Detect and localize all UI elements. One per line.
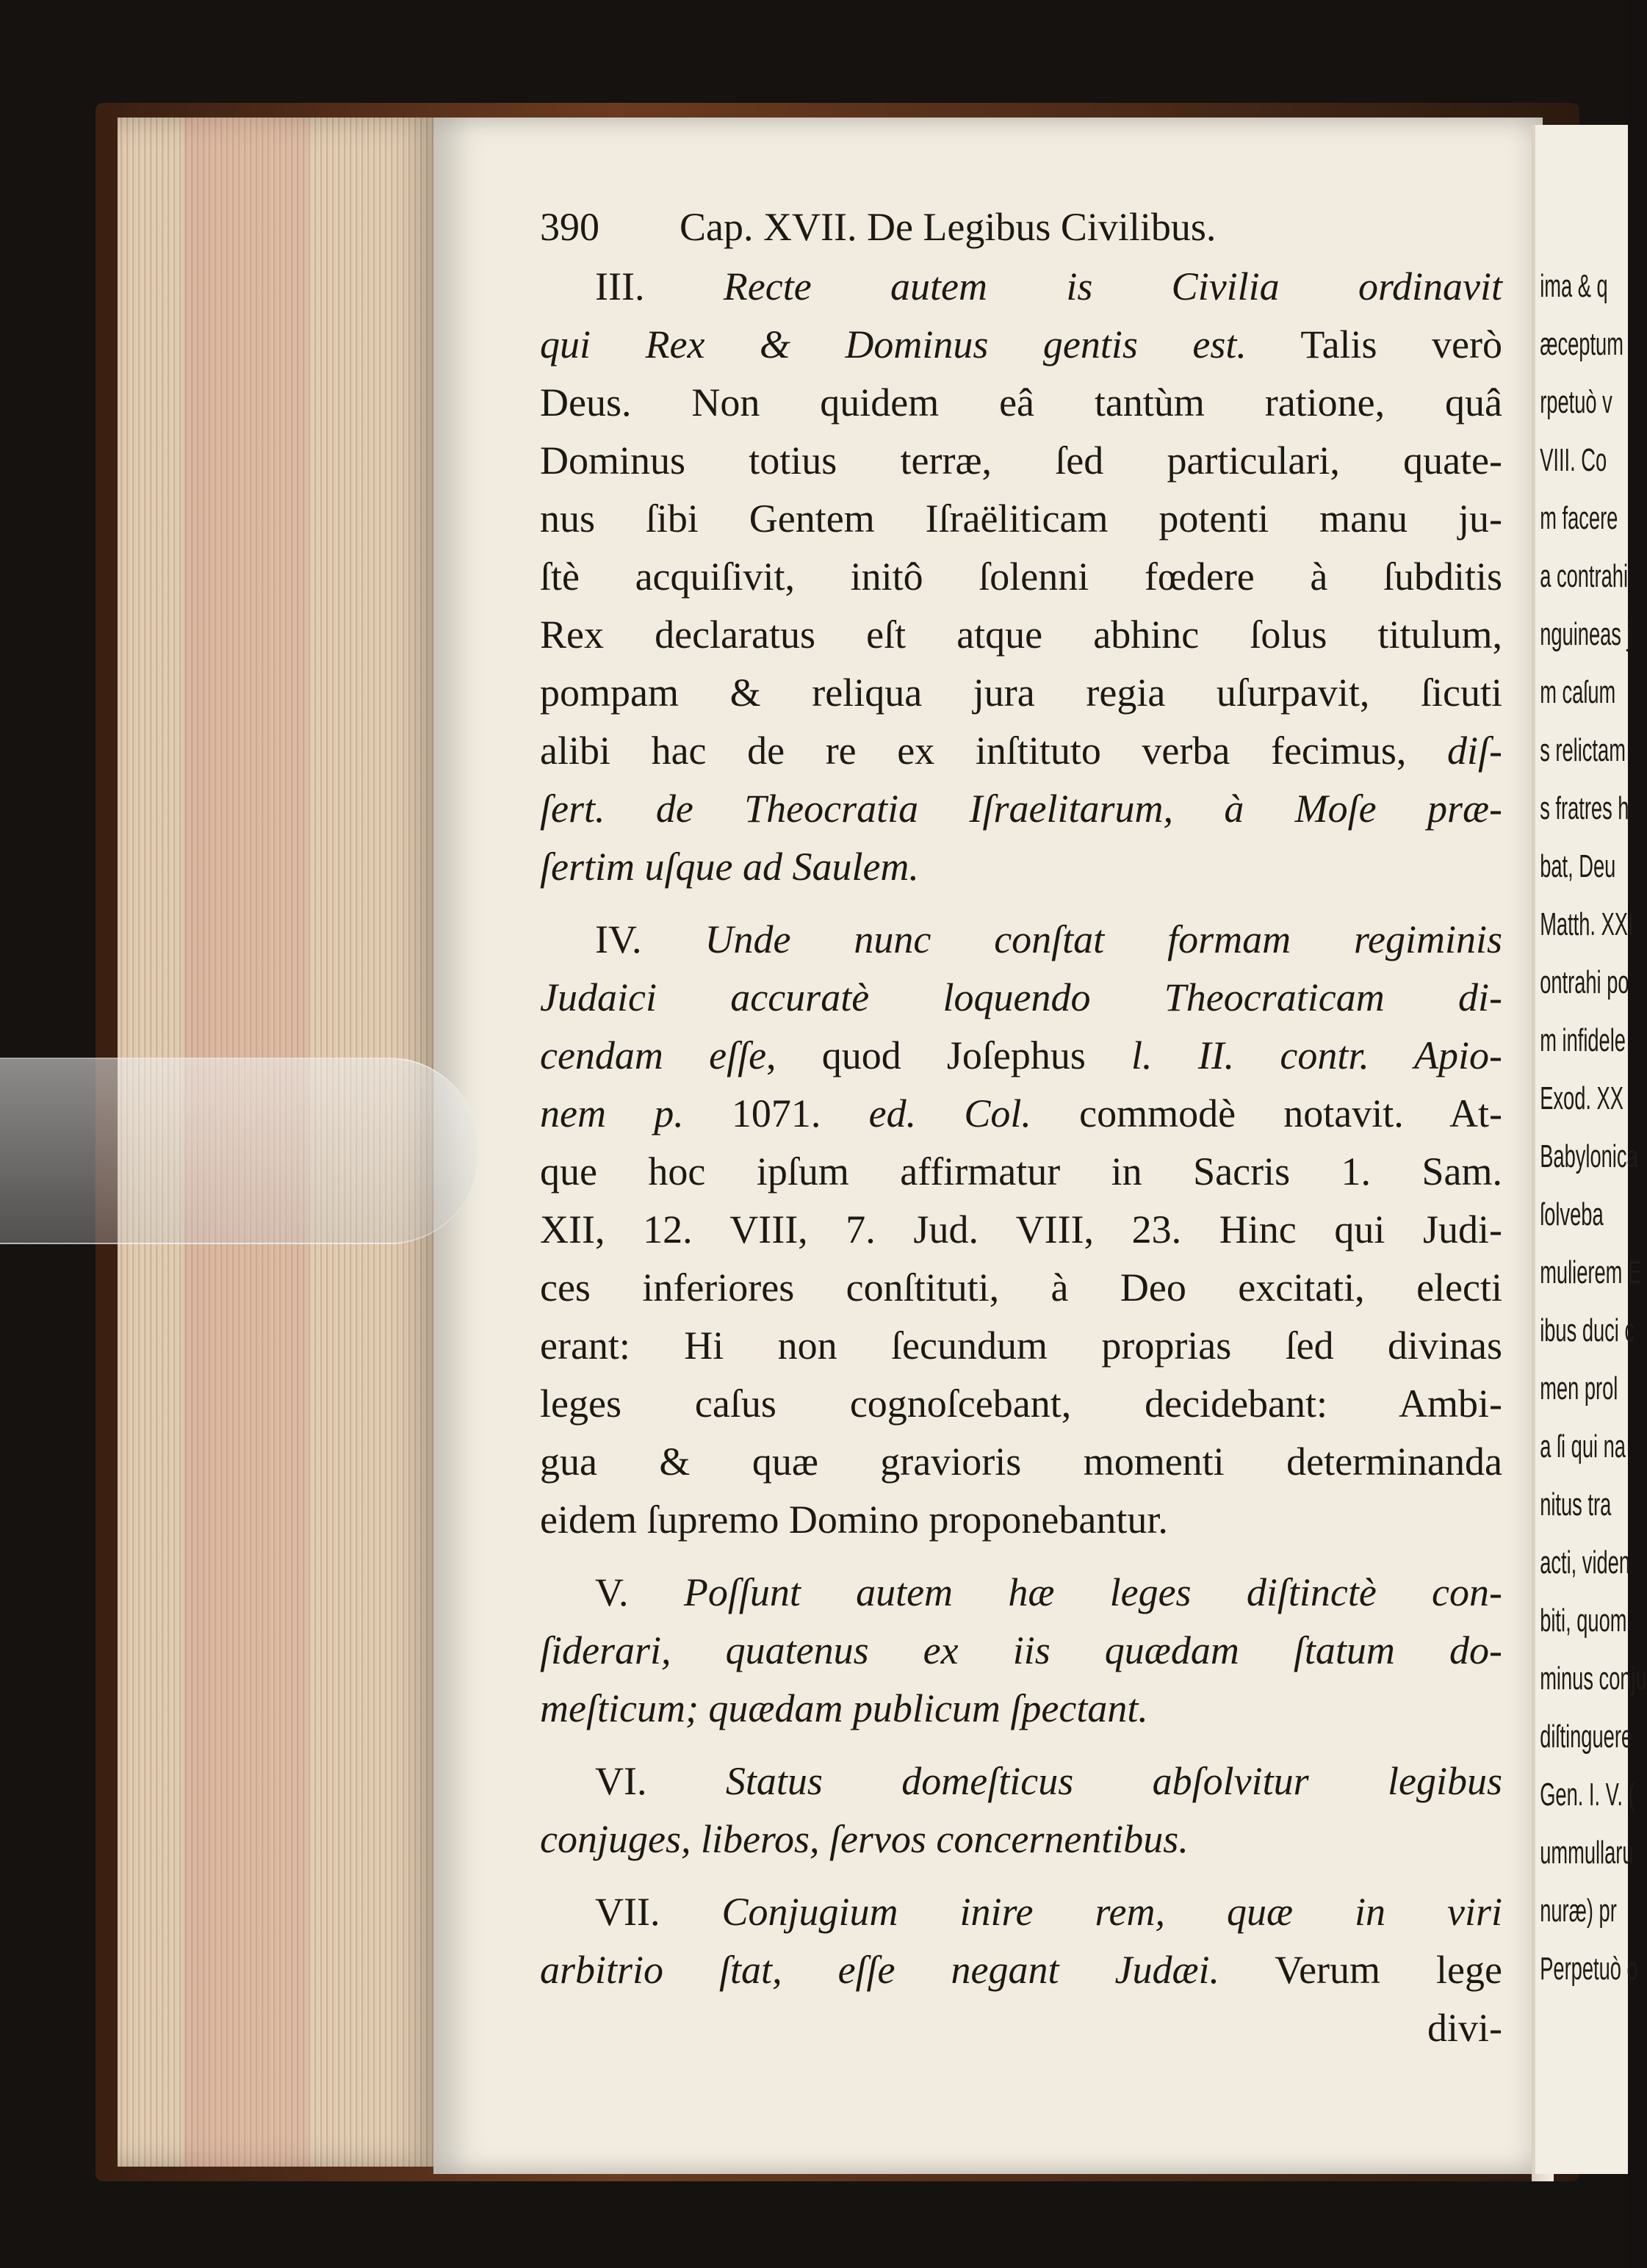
text-line: ſertim uſque ad Saulem. — [540, 845, 919, 889]
section-heading-iv: IV. Unde nunc conſtat formam regiminis — [595, 917, 1503, 961]
adjacent-page-fragment: Gen. I. V. ( — [1540, 1777, 1635, 1813]
text-line: ſert. de Theocratia Iſraelitarum, à Moſe præ- — [540, 787, 1502, 831]
section-heading-vi: VI. Status domeſticus abſolvitur legibus — [595, 1759, 1502, 1803]
text-line: que hoc ipſum affirmatur in Sacris 1. Sam. — [540, 1149, 1502, 1193]
text-line: erant: Hi non ſecundum proprias ſed divinas — [540, 1323, 1502, 1368]
adjacent-page-fragment: m facere — [1540, 500, 1618, 536]
adjacent-page-fragment: ſolveba — [1540, 1196, 1604, 1232]
text-line: meſticum; quædam publicum ſpectant. — [540, 1686, 1148, 1730]
text-line: conjuges, liberos, ſervos concernentibus. — [540, 1817, 1189, 1861]
text-line: ſiderari, quatenus ex iis quædam ſtatum do- — [540, 1628, 1502, 1672]
text-line: qui Rex & Dominus gentis est. Talis verò — [540, 322, 1502, 366]
adjacent-page-fragment: acti, viden — [1540, 1545, 1631, 1581]
text-line: Dominus totius terræ, ſed particulari, quate- — [540, 438, 1502, 483]
adjacent-page — [1535, 125, 1647, 2174]
section-heading-vii: VII. Conjugium inire rem, quæ in viri — [595, 1890, 1502, 1934]
text-line: nem p. 1071. ed. Col. commodè notavit. At- — [540, 1091, 1503, 1135]
adjacent-page-fragment: nguineas j — [1540, 616, 1632, 652]
adjacent-page-fragment: s fratres h — [1540, 790, 1629, 826]
catchword: divi- — [1427, 2006, 1502, 2050]
text-line: arbitrio ſtat, eſſe negant Judæi. Verum lege — [540, 1948, 1502, 1992]
adjacent-page-fragment: Babylonica — [1540, 1138, 1638, 1174]
adjacent-page-fragment: bat, Deu — [1540, 848, 1616, 884]
adjacent-page-fragment: s relictam — [1540, 732, 1626, 768]
adjacent-page-fragment: ima & q — [1540, 268, 1608, 304]
adjacent-page-fragment: VIII. Co — [1540, 442, 1607, 478]
text-line: Judaici accuratè loquendo Theocraticam di- — [540, 975, 1502, 1019]
adjacent-page-fragment: diſtinguere — [1540, 1719, 1633, 1755]
text-line: gua & quæ gravioris momenti determinanda — [540, 1440, 1502, 1484]
adjacent-page-fragment: Matth. XXI — [1540, 906, 1634, 942]
running-title: Cap. XVII. De Legibus Civilibus. — [680, 205, 1217, 249]
adjacent-page-fragment: biti, quom — [1540, 1603, 1627, 1639]
text-line: alibi hac de re ex inſtituto verba fecimus, diſ- — [540, 729, 1502, 773]
text-line: pompam & reliqua jura regia uſurpavit, ſicuti — [540, 671, 1502, 715]
text-line: nus ſibi Gentem Iſraëliticam potenti manu ju- — [540, 496, 1502, 541]
text-line: XII, 12. VIII, 7. Jud. VIII, 23. Hinc qui Judi- — [540, 1207, 1502, 1252]
page-clip — [0, 1058, 477, 1244]
page-text — [540, 198, 1502, 2057]
text-line: Deus. Non quidem eâ tantùm ratione, quâ — [540, 380, 1502, 425]
adjacent-page-fragment: Perpetuò o — [1540, 1951, 1638, 1987]
adjacent-page-fragment: nitus tra — [1540, 1487, 1612, 1523]
adjacent-page-fragment: ontrahi po — [1540, 964, 1629, 1000]
adjacent-page-fragment: rpetuò v — [1540, 384, 1612, 420]
adjacent-page-lines — [1535, 125, 1647, 1998]
page-number: 390 — [540, 205, 599, 249]
text-line: Rex declaratus eſt atque abhinc ſolus titulum, — [540, 613, 1502, 657]
adjacent-page-fragment: m caſum — [1540, 674, 1616, 710]
adjacent-page-fragment: mulierem E — [1540, 1254, 1642, 1290]
adjacent-page-fragment: men prol — [1540, 1370, 1618, 1406]
section-heading-iii: III. Recte autem is Civilia ordinavit — [595, 264, 1502, 308]
adjacent-page-fragment: nuræ) pr — [1540, 1893, 1617, 1929]
adjacent-page-fragment: ibus duci c — [1540, 1312, 1635, 1348]
adjacent-page-fragment: ummullaru — [1540, 1835, 1634, 1871]
adjacent-page-fragment: minus conju — [1540, 1661, 1647, 1697]
running-head — [540, 198, 1502, 256]
adjacent-page-fragment: m infidele — [1540, 1022, 1626, 1058]
adjacent-page-fragment: a ſi qui na — [1540, 1429, 1626, 1465]
adjacent-page-fragment: a contrahi — [1540, 558, 1629, 594]
text-line: cendam eſſe, quod Joſephus l. II. contr. Apio- — [540, 1033, 1503, 1077]
section-heading-v: V. Poſſunt autem hæ leges diſtinctè con- — [595, 1570, 1503, 1614]
adjacent-page-fragment: Exod. XX — [1540, 1080, 1623, 1116]
text-line: eidem ſupremo Domino proponebantur. — [540, 1498, 1168, 1542]
text-line: ces inferiores conſtituti, à Deo excitati, electi — [540, 1265, 1502, 1310]
adjacent-page-fragment: æceptum — [1540, 326, 1623, 362]
text-line: ſtè acquiſivit, initô ſolenni fœdere à ſubditis — [540, 555, 1502, 599]
text-line: leges caſus cognoſcebant, decidebant: Ambi- — [540, 1382, 1502, 1426]
